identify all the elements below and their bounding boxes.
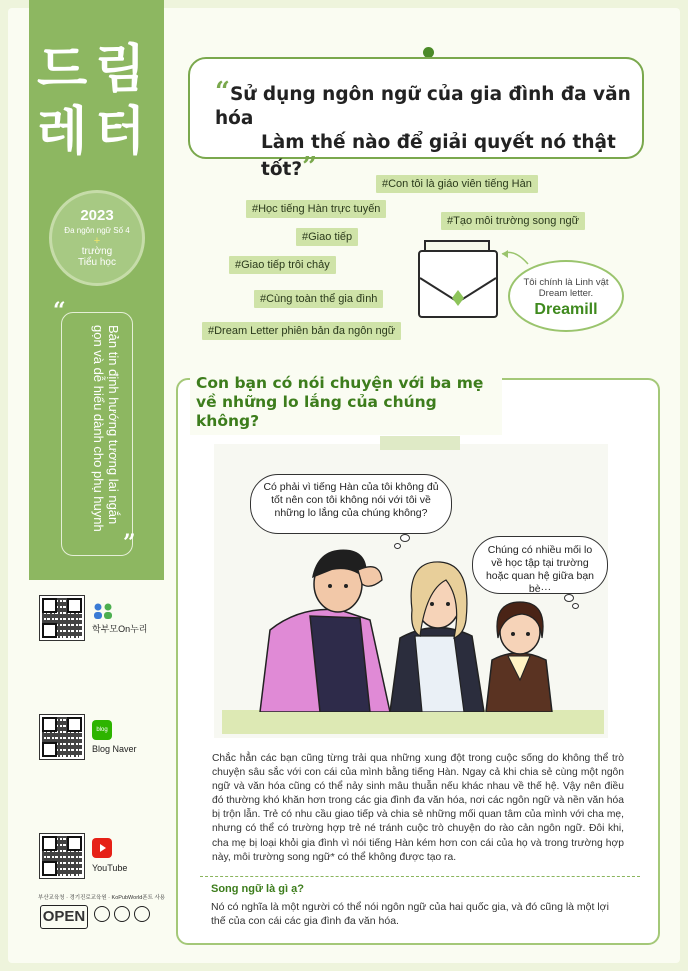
speech-bubble-parent	[250, 474, 452, 534]
link-parent-onnuri[interactable]: 학부모On누리	[92, 624, 148, 634]
headline	[215, 77, 635, 182]
people-icon	[92, 602, 114, 620]
footer-credits: 부산교육청 · 경기진로교육원 · KoPubWorld폰트 사용	[38, 895, 166, 901]
qr-code[interactable]	[39, 833, 85, 879]
illustration-ground	[222, 710, 604, 734]
speech-tail	[394, 543, 401, 549]
tagline-close-quote: ”	[123, 530, 136, 556]
mascot-intro: Tôi chính là Linh vật Dream letter.	[523, 277, 609, 299]
hashtag: #Cùng toàn thể gia đình	[254, 290, 383, 308]
section-divider	[200, 876, 640, 877]
tagline-open-quote: “	[53, 298, 66, 324]
issue-school-line1: trường	[81, 246, 113, 257]
cc-nd-icon	[134, 906, 150, 922]
headline-close-quote: ”	[302, 152, 318, 182]
open-license-logo: OPEN	[40, 905, 88, 929]
headline-open-quote: “	[215, 77, 230, 107]
speech-text-parent: Có phải vì tiếng Hàn của tôi không đủ tốt nên con tôi không nói với tôi về những lo lắng của chúng không?	[263, 481, 439, 519]
hashtag: #Con tôi là giáo viên tiếng Hàn	[376, 175, 538, 193]
hashtag: #Giao tiếp	[296, 228, 358, 246]
link-blog-naver[interactable]: Blog Naver	[92, 744, 137, 754]
article-title: Con bạn có nói chuyện với ba mẹ về những lo lắng của chúng không?	[190, 370, 502, 435]
youtube-icon	[92, 838, 112, 858]
hashtag: #Học tiếng Hàn trực tuyến	[246, 200, 386, 218]
speech-tail	[400, 534, 410, 542]
logo-char: 림	[95, 40, 146, 100]
cc-by-icon	[94, 906, 110, 922]
speech-tail	[572, 603, 579, 609]
definition-title: Song ngữ là gì ạ?	[211, 883, 304, 895]
qr-code[interactable]	[39, 714, 85, 760]
issue-year: 2023	[80, 207, 114, 224]
logo-char: 터	[95, 102, 146, 162]
logo-char: 레	[37, 102, 88, 162]
headline-line1: Sử dụng ngôn ngữ của gia đình đa văn hóa	[215, 84, 631, 129]
issue-school-line2: Tiểu học	[78, 257, 116, 268]
definition-text: Nó có nghĩa là một người có thể nói ngôn ngữ của hai quốc gia, và đó cũng là một lợi thế của con cái các gia đình đa văn hóa.	[211, 901, 609, 927]
mascot-name: Dreamill	[534, 301, 598, 318]
article-body: Chắc hẳn các bạn cũng từng trải qua những xung đột trong cuộc sống do không thể trò chuyện sâu sắc với con cái của mình bằng tiếng Hàn. Ngay cả khi chia sẻ cùng một ngôn ngữ và văn hóa cũng có thể nảy sinh mâu thuẫn nếu khác nhau về thế hệ. Vậy nên điều đó thường khó khăn hơn trong các gia đình đa văn hóa, nơi các ngôn ngữ và nền văn hóa bị trộn lẫn. Trẻ có nhu cầu giao tiếp và chia sẻ những mối quan tâm của mình với cha mẹ, nhưng có thể có trường hợp trẻ né tránh cuộc trò chuyện do rào cản ngôn ngữ. Đôi khi, cha mẹ bị loại khỏi gia đình vì nói tiếng Hàn kém hơn con cái của họ và trong trường hợp này, môi trường song ngữ* có thể không được tạo ra.	[212, 753, 624, 863]
hashtag: #Giao tiếp trôi chảy	[229, 256, 336, 274]
link-youtube[interactable]: YouTube	[92, 863, 128, 873]
blog-icon: blog	[92, 720, 112, 740]
mascot-intro-bubble	[508, 260, 624, 332]
tagline-vertical-text: Bản tin định hướng tương lai ngắn gọn và dễ hiểu dành cho phụ huynh	[91, 325, 121, 532]
headline-line2: Làm thế nào để giải quyết nó thật tốt?	[261, 132, 616, 180]
speech-bubble-mother	[472, 536, 608, 594]
issue-number: Đa ngôn ngữ Số 4	[64, 226, 130, 235]
hashtag: #Dream Letter phiên bản đa ngôn ngữ	[202, 322, 401, 340]
cc-nc-icon	[114, 906, 130, 922]
logo-char: 드	[37, 40, 88, 100]
illustration-tab	[380, 436, 460, 450]
hashtag: #Tạo môi trường song ngữ	[441, 212, 585, 230]
speech-tail	[564, 594, 574, 602]
speech-text-mother: Chúng có nhiều mối lo về học tập tại trường hoặc quan hệ giữa bạn bè···	[485, 544, 595, 595]
mascot-arrow	[500, 246, 530, 266]
qr-code[interactable]	[39, 595, 85, 641]
dream-letter-logo	[37, 40, 157, 166]
issue-plus: +	[93, 235, 101, 247]
issue-badge	[49, 190, 145, 286]
sidebar	[29, 0, 164, 580]
